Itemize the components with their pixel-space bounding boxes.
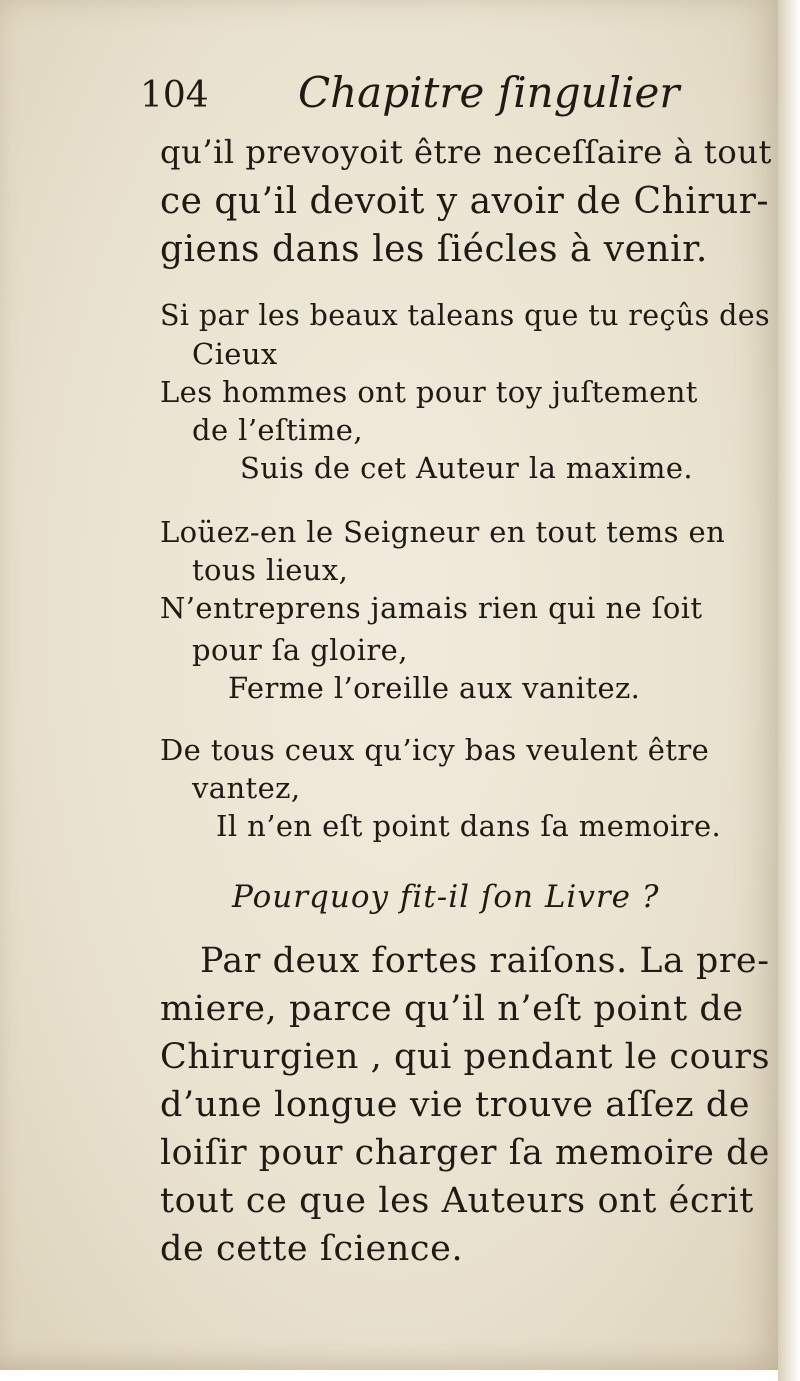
answer-line-3: Chirurgien , qui pendant le cours xyxy=(160,1037,771,1077)
section-question: Pourquoy fit-il ſon Livre ? xyxy=(232,879,660,915)
answer-line-4: d’une longue vie trouve aſſez de xyxy=(160,1085,751,1125)
opening-line-3: giens dans les ſiécles à venir. xyxy=(160,229,708,270)
stanza-3-line-3: Il n’en eſt point dans ſa memoire. xyxy=(216,809,722,843)
stanza-1-line-2: Cieux xyxy=(192,337,278,371)
answer-line-6: tout ce que les Auteurs ont écrit xyxy=(160,1181,754,1221)
stanza-2-line-5: Ferme l’oreille aux vanitez. xyxy=(228,671,641,705)
stanza-1-line-5: Suis de cet Auteur la maxime. xyxy=(240,451,694,485)
answer-line-5: loiſir pour charger ſa memoire de xyxy=(160,1133,770,1173)
answer-line-1: Par deux fortes raiſons. La pre- xyxy=(200,941,770,981)
running-title: Chapitre ſingulier xyxy=(298,68,680,117)
stanza-2-line-1: Loüez-en le Seigneur en tout tems en xyxy=(160,515,726,549)
stanza-1-line-4: de l’eſtime, xyxy=(192,413,363,447)
opening-line-1: qu’il prevoyoit être neceſſaire à tout xyxy=(160,133,772,171)
stanza-3-line-1: De tous ceux qu’icy bas veulent être xyxy=(160,733,710,767)
page-edge xyxy=(778,0,800,1381)
answer-line-2: miere, parce qu’il n’eſt point de xyxy=(160,989,744,1029)
opening-line-2: ce qu’il devoit y avoir de Chirur- xyxy=(160,181,770,222)
stanza-1-line-1: Si par les beaux taleans que tu reçûs des xyxy=(160,299,771,332)
page-number: 104 xyxy=(140,75,209,116)
stanza-2-line-3: N’entreprens jamais rien qui ne ſoit xyxy=(160,591,703,625)
stanza-3-line-2: vantez, xyxy=(192,771,301,805)
answer-line-7: de cette ſcience. xyxy=(160,1229,464,1269)
stanza-2-line-4: pour ſa gloire, xyxy=(192,633,408,667)
stanza-2-line-2: tous lieux, xyxy=(192,553,349,587)
stanza-1-line-3: Les hommes ont pour toy juſtement xyxy=(160,375,698,409)
